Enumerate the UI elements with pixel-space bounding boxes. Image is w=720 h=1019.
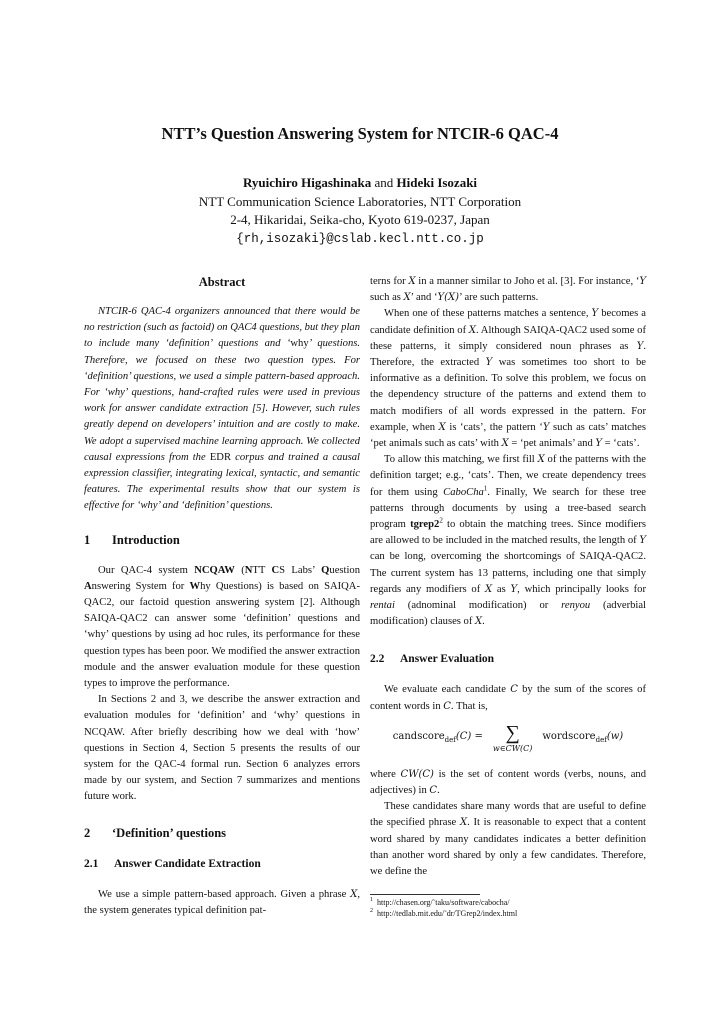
math-symbol: C: [443, 700, 451, 712]
math-symbol: Y: [485, 357, 493, 369]
body-paragraph: In Sections 2 and 3, we describe the answer extraction and evaluation modules for ‘definition’ and ‘why’ questions in NCQAW. After briefly describing how we deal with ‘how’ questions in Section 4, Section 5 presents the results of our system for the QAC-4 formal run. Section 6 analyzes errors made by our system, and Section 7 summarizes and mentions future work.: [84, 694, 360, 803]
footnote-url: http://chasen.org/˜taku/software/cabocha/: [377, 898, 510, 907]
text-run: . Although SAIQA-QAC2 used some of these patterns, it simply considered noun phrases as: [370, 324, 646, 352]
math-symbol: X: [501, 438, 509, 450]
text-run: N: [244, 564, 253, 576]
text-run: tgrep2: [410, 519, 440, 531]
text-run: becomes a candidate definition of: [370, 308, 646, 336]
author-line: [0, 174, 720, 193]
author-name: Ryuichiro Higashinaka: [242, 175, 372, 190]
subsection-title: Answer Evaluation: [400, 653, 495, 666]
math-symbol: X: [468, 324, 476, 336]
subsection-title: Answer Candidate Extraction: [114, 857, 261, 870]
text-run: can be long, overcoming the shortcomings of SAIQA-QAC2. The current system has 13 patterns, including one that simply regards any modifiers of: [370, 551, 646, 595]
text-run: We use a simple pattern-based approach. Given a phrase: [98, 888, 351, 900]
body-paragraph: [370, 682, 646, 714]
body-paragraph: [370, 452, 646, 630]
author-block: [0, 174, 720, 248]
math-symbol: Y: [639, 276, 646, 287]
equation-term: (C) =: [455, 730, 483, 742]
math-symbol: Y: [510, 583, 518, 595]
text-run: as: [492, 583, 511, 595]
body-paragraph: [370, 274, 646, 306]
subsection-number: 2.1: [84, 857, 99, 870]
affiliation: NTT Communication Science Laboratories, NTT Corporation: [198, 193, 522, 209]
text-run: To allow this matching, we first fill: [384, 454, 538, 466]
text-run: of the patterns with the definition target; e.g., ‘cats’. Then, we create dependency trees for them using: [370, 454, 646, 498]
paper-title: NTT’s Question Answering System for NTCIR-6 QAC-4: [161, 124, 559, 143]
footnote: [370, 908, 517, 919]
section-number: 1: [84, 532, 91, 547]
text-run: such as: [370, 292, 404, 304]
math-symbol: X: [350, 888, 358, 900]
text-run: .: [437, 785, 440, 797]
abstract-text-part: corpus and trained a causal expression classifier, integrating lexical, syntactic, and semantic features. The experimental results show that our system is effective for ‘why’ and ‘definition’ questions.: [84, 451, 361, 512]
math-symbol: X: [408, 276, 416, 287]
text-run: rentai: [370, 600, 395, 612]
body-paragraph: [370, 767, 646, 799]
math-symbol: X: [537, 454, 545, 466]
text-run: terns for: [370, 276, 409, 287]
sum-symbol: ∑: [505, 721, 520, 744]
text-run: uestion: [329, 564, 360, 576]
footnote-number: 2: [370, 908, 373, 915]
body-paragraph: [84, 563, 360, 693]
text-run: . It is reasonable to expect that a content word shared by many candidates indicates a better definition than another word shared by only a few candidates. Therefore, we define the: [370, 817, 646, 878]
math-symbol: X: [459, 817, 468, 829]
abstract-text-part: ’ questions. Therefore, we focused on these two question types. For ‘definition’ questions, we used a simple pattern-based approach. For ‘why’ questions, hand-crafted rules were used in previous work for answer candidate extraction [5]. However, such rules greatly depend on developers’ intuition and are costly to make. We adopt a supervised machine learning approach. We collected causal expressions from the: [84, 338, 361, 463]
text-run: These candidates share many words that are useful to define the specified phrase: [370, 801, 646, 829]
footnote-url: http://tedlab.mit.edu/˜dr/TGrep2/index.html: [377, 909, 518, 918]
text-run: nswering System for: [91, 580, 190, 592]
equation-sum: [493, 723, 532, 755]
equation-term: candscore: [392, 730, 445, 742]
text-run: S Labs’: [279, 564, 322, 576]
equation-term: wordscore: [542, 730, 596, 742]
text-run: such as cats’ matches ‘pet animals such as cats’ with: [370, 421, 646, 450]
address: 2-4, Hikaridai, Seika-cho, Kyoto 619-0237, Japan: [230, 212, 490, 227]
equation-lhs: [393, 723, 483, 748]
text-run: , which principally looks for: [517, 583, 646, 595]
text-run: = ‘pet animals’ and: [508, 438, 596, 450]
text-run: ’ and ‘: [410, 292, 438, 304]
text-run: (: [234, 564, 245, 576]
abstract-text: [84, 304, 360, 515]
abstract-heading: Abstract: [198, 275, 246, 289]
text-run: .: [482, 616, 485, 628]
subsection-heading: [84, 856, 360, 872]
math-symbol: Y: [542, 421, 550, 433]
email: {rh,isozaki}@cslab.kecl.ntt.co.jp: [236, 231, 484, 246]
math-symbol: C: [429, 785, 438, 797]
math-symbol: X: [475, 616, 483, 628]
math-symbol: X: [485, 583, 493, 595]
equation-rhs: [542, 723, 623, 748]
equation-subscript: def: [595, 736, 607, 745]
body-paragraph: [370, 306, 646, 452]
math-symbol: Y: [595, 438, 603, 450]
text-run: CaboCha: [443, 486, 484, 498]
math-symbol: C: [510, 684, 518, 696]
text-run: is the set of content words (verbs, nouns, and adjectives) in: [370, 768, 646, 797]
section-number: 2: [84, 825, 91, 840]
right-column: [370, 274, 646, 880]
abstract-text-part: EDR: [209, 451, 232, 463]
subsection-number: 2.2: [370, 653, 385, 666]
text-run: W: [189, 580, 201, 592]
text-run: Q: [321, 564, 330, 576]
text-run: renyou: [561, 600, 591, 612]
text-run: . Therefore, the extracted: [370, 340, 646, 369]
body-paragraph: [84, 887, 360, 919]
section-heading: [84, 825, 360, 841]
math-symbol: CW(C): [400, 768, 434, 780]
footnote-number: 1: [370, 897, 373, 904]
text-run: where: [370, 768, 401, 780]
text-run: (adverbial modification) clauses of: [370, 600, 646, 628]
text-run: When one of these patterns matches a sentence,: [384, 308, 592, 320]
section-title: Introduction: [112, 532, 180, 547]
text-run: = ‘cats’.: [602, 438, 640, 450]
subsection-heading: [370, 651, 646, 667]
math-symbol: Y: [636, 340, 644, 352]
text-run: , the system generates typical definition pat-: [84, 888, 360, 916]
text-run: We evaluate each candidate: [384, 684, 511, 696]
body-paragraph: [370, 799, 646, 880]
equation-subscript: def: [444, 736, 456, 745]
text-run: Our QAC-4 system: [98, 564, 195, 576]
math-symbol: X: [438, 421, 446, 433]
abstract-text-part: why: [290, 338, 309, 350]
math-symbol: Y: [591, 308, 599, 320]
section-heading: [84, 532, 360, 548]
abstract-text-part: NTCIR-6 QAC-4 organizers announced that there would be no restriction (such as factoid) on QAC4 questions, but they plan to include many ‘definition’ questions and ‘: [84, 306, 360, 350]
text-run: C: [271, 564, 280, 576]
equation-candscore: [370, 723, 646, 757]
sum-index: w∈CW(C): [492, 743, 533, 753]
math-symbol: Y(X): [437, 292, 460, 304]
text-run: is ‘cats’, the pattern ‘: [445, 421, 543, 433]
footnote-marker: 2: [439, 516, 443, 525]
section-title: ‘Definition’ questions: [112, 825, 227, 840]
text-run: A: [84, 580, 92, 592]
text-run: hy Questions) is based on SAIQA-QAC2, our factoid question answering system [2]. Although SAIQA-QAC2 can answer some ‘definition’ questions and ‘why’ questions by using ad hoc rules, its performance for these question types has been poor. We modified the answer extraction module and the answer evaluation module for these question types to improve the performance.: [84, 580, 360, 690]
text-run: by the sum of the scores of content words in: [370, 684, 646, 712]
text-run: . That is,: [450, 700, 488, 712]
equation-term: (w): [606, 730, 624, 742]
text-run: was sometimes too short to be informative as a definition. To solve this problem, we focus on the dependency structure of the patterns and extend them to match modifiers of all words expressed in the pattern. For example, when: [370, 357, 646, 433]
text-run: in a manner similar to Joho et al. [3]. For instance, ‘: [415, 276, 640, 287]
text-run: (adnominal modification) or: [394, 600, 562, 612]
footnote-marker: 1: [483, 484, 488, 493]
author-name: Hideki Isozaki: [396, 175, 478, 190]
left-column: [84, 274, 360, 919]
text-run: TT: [252, 564, 272, 576]
math-symbol: Y: [639, 535, 646, 547]
math-symbol: X: [403, 292, 411, 304]
footnote-rule: [370, 894, 480, 895]
text-run: . Finally, We search for these tree patterns through documents by using a tree-based search program: [370, 486, 646, 531]
text-run: to obtain the matching trees. Since modifiers are allowed to be included in the matched results, the length of: [370, 519, 646, 547]
author-and: and: [371, 175, 397, 190]
text-run: NCQAW: [194, 564, 235, 576]
footnote: [370, 897, 509, 908]
text-run: ’ are such patterns.: [459, 292, 539, 304]
